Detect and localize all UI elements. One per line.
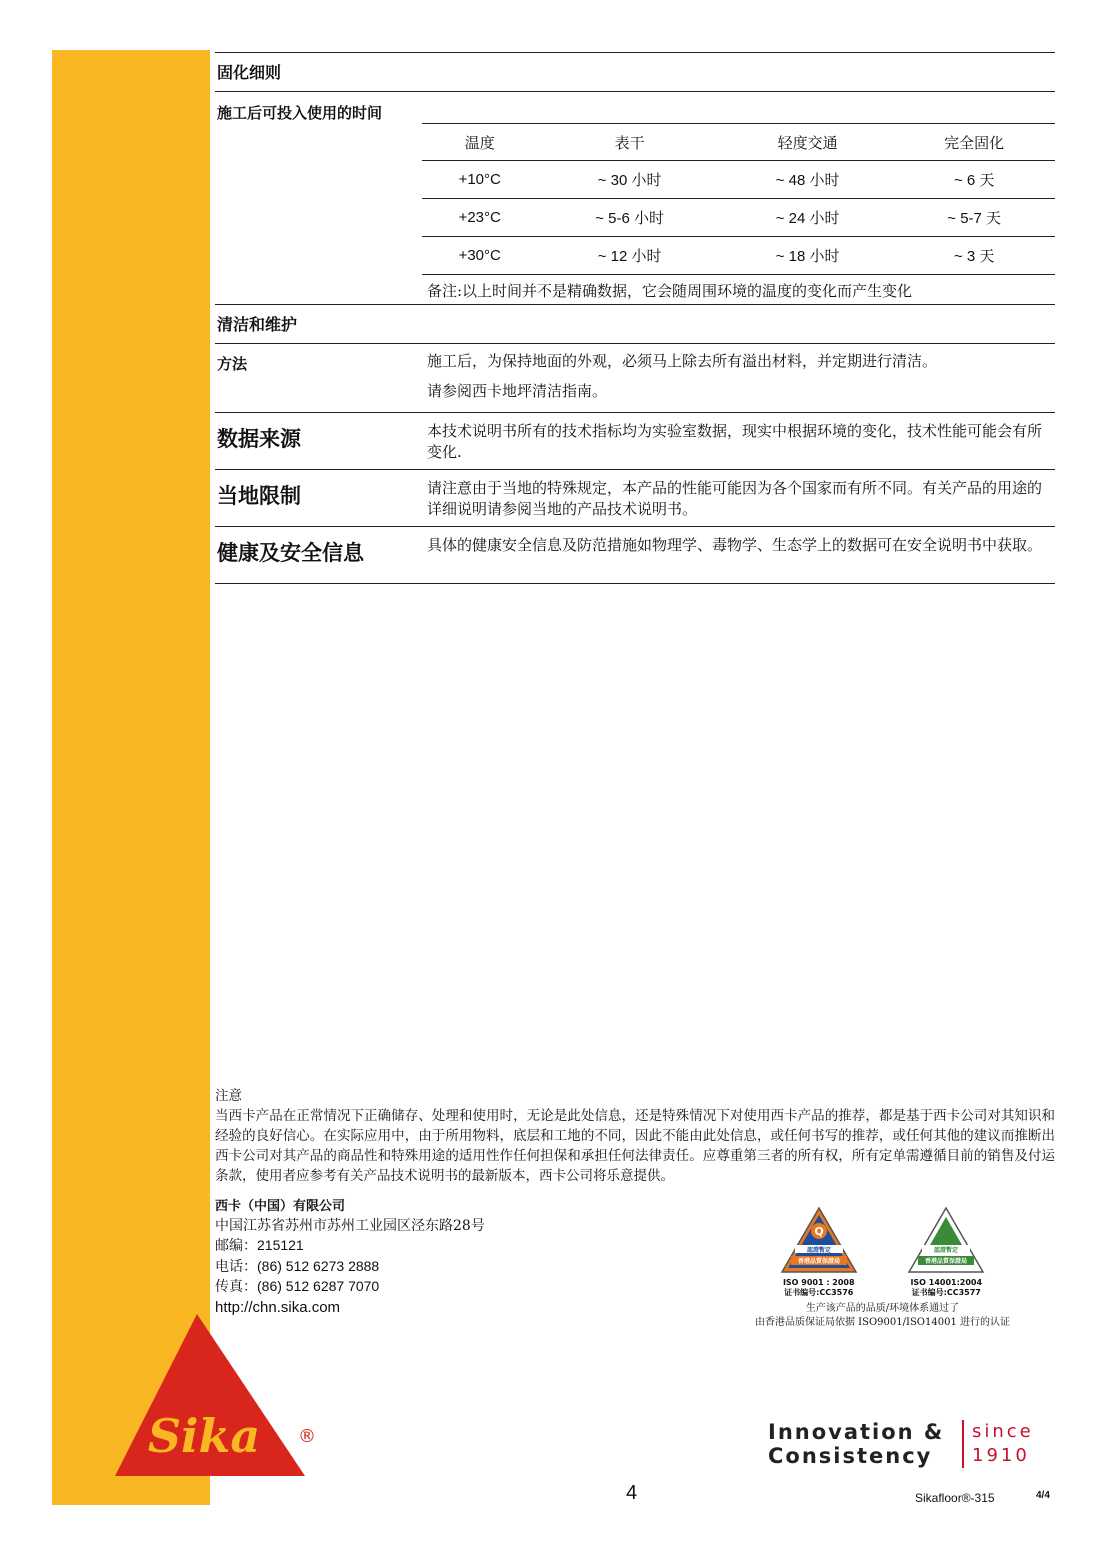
- notice-text: 当西卡产品在正常情况下正确储存、处理和使用时，无论是此处信息，还是特殊情况下对使用西卡产品的推荐，都是基于西卡公司对其知识和经验的良好信心。在实际应用中，由于所用物料，底层和工地的不同，因此不能由此处信息，或任何书写的推荐，或任何其他的建议而推断出西卡公司对其产品的商品性和特殊用途的适用性作任何担保和承担任何法律责任。应尊重第三者的所有权，所有定单需遵循目前的销售及付运条款，使用者应参考有关产品技术说明书的最新版本，西卡公司将乐意提供。: [215, 1108, 1055, 1184]
- table-cell: ~ 12 小时: [537, 237, 721, 275]
- iso14001-standard: ISO 14001:2004: [910, 1278, 983, 1287]
- table-cell: ~ 3 天: [893, 237, 1055, 275]
- svg-text:Q: Q: [814, 1225, 824, 1238]
- table-cell: ~ 30 小时: [537, 161, 721, 199]
- environment-triangle-icon: [906, 1205, 986, 1275]
- cleaning-title: 清洁和维护: [217, 315, 298, 334]
- data-source-row: [215, 413, 1055, 469]
- table-header: 表干: [537, 124, 721, 161]
- certification-block: [755, 1205, 1010, 1330]
- slogan-line2: Consistency: [768, 1444, 933, 1468]
- company-address: 中国江苏省苏州市苏州工业园区泾东路28号: [215, 1217, 485, 1234]
- local-restrictions-title: 当地限制: [217, 484, 301, 508]
- health-safety-row: [215, 527, 1055, 583]
- company-info: [215, 1197, 485, 1317]
- health-safety-title: 健康及安全信息: [217, 541, 364, 565]
- cert-caption: 生产该产品的品质/环境体系通过了 由香港品质保证局依据 ISO9001/ISO14001 进行的认证: [755, 1303, 1010, 1328]
- table-cell: ~ 48 小时: [722, 161, 893, 199]
- table-row: [422, 161, 1055, 199]
- iso9001-standard: ISO 9001 : 2008: [782, 1278, 855, 1287]
- health-safety-text: 具体的健康安全信息及防范措施如物理学、毒物学、生态学上的数据可在安全说明书中获取。: [427, 536, 1043, 554]
- table-cell: ~ 6 天: [893, 161, 1055, 199]
- method-text: 施工后，为保持地面的外观，必须马上除去所有溢出材料，并定期进行清洁。: [427, 352, 938, 370]
- company-fax: 传真：(86) 512 6287 7070: [215, 1278, 380, 1295]
- company-phone: 电话：(86) 512 6273 2888: [215, 1257, 380, 1275]
- svg-text:認證暫定: 認證暫定: [806, 1247, 831, 1254]
- table-header: 完全固化: [893, 124, 1055, 161]
- brand-sidebar: [52, 50, 210, 1505]
- table-cell: ~ 18 小时: [722, 237, 893, 275]
- iso9001-cert: [764, 1205, 874, 1298]
- slogan: [768, 1420, 944, 1468]
- table-header: 轻度交通: [722, 124, 893, 161]
- curing-table: [422, 123, 1055, 275]
- table-row: [422, 237, 1055, 275]
- table-cell: ~ 5-6 小时: [537, 199, 721, 237]
- curing-title: 固化细则: [217, 63, 282, 82]
- svg-text:香港品質保證局: 香港品質保證局: [925, 1258, 968, 1265]
- table-cell: ~ 24 小时: [722, 199, 893, 237]
- local-restrictions-row: [215, 470, 1055, 526]
- section-divider: [215, 583, 1055, 584]
- iso9001-cert-no: 证书编号:CC3576: [784, 1288, 854, 1297]
- notice-title: 注意: [215, 1088, 242, 1104]
- slogan-line1: Innovation &: [768, 1420, 945, 1444]
- table-cell: +30°C: [422, 237, 537, 275]
- company-postcode: 邮编：215121: [215, 1237, 304, 1254]
- iso14001-cert: [891, 1205, 1001, 1298]
- sika-logo: [112, 1312, 316, 1482]
- data-source-text: 本技术说明书所有的技术指标均为实验室数据，现实中根据环境的变化，技术性能可能会有所变化.: [427, 422, 1043, 461]
- quality-triangle-icon: [779, 1205, 859, 1275]
- table-row: [422, 199, 1055, 237]
- product-name: Sikafloor®-315: [915, 1491, 995, 1505]
- svg-text:認證暫定: 認證暫定: [934, 1247, 959, 1254]
- company-name: 西卡（中国）有限公司: [215, 1199, 346, 1214]
- method-label: 方法: [217, 355, 248, 373]
- local-restrictions-text: 请注意由于当地的特殊规定，本产品的性能可能因为各个国家而有所不同。有关产品的用途的详细说明请参阅当地的产品技术说明书。: [427, 479, 1043, 518]
- page-of: 4/4: [1036, 1490, 1050, 1501]
- main-content: [215, 52, 1055, 584]
- table-cell: ~ 5-7 天: [893, 199, 1055, 237]
- legal-notice: [215, 1086, 1055, 1186]
- iso14001-cert-no: 证书编号:CC3577: [911, 1288, 981, 1297]
- table-header: 温度: [422, 124, 537, 161]
- svg-text:香港品質保證局: 香港品質保證局: [797, 1258, 840, 1265]
- cleaning-method-row: [215, 344, 1055, 412]
- method-text-guide: 请参阅西卡地坪清洁指南。: [427, 382, 608, 400]
- company-website[interactable]: http://chn.sika.com: [215, 1298, 341, 1316]
- curing-row-label: 施工后可投入使用的时间: [217, 104, 383, 122]
- curing-remark: 备注:以上时间并不是精确数据，它会随周围环境的温度的变化而产生变化: [427, 282, 913, 300]
- since-1910: since 1910: [962, 1420, 1034, 1468]
- table-cell: +23°C: [422, 199, 537, 237]
- svg-text:Sika: Sika: [147, 1409, 261, 1463]
- page-number: 4: [626, 1482, 638, 1504]
- table-header-row: [422, 124, 1055, 161]
- data-source-title: 数据来源: [217, 427, 301, 451]
- table-cell: +10°C: [422, 161, 537, 199]
- curing-row: [215, 92, 1055, 304]
- svg-text:®: ®: [298, 1426, 316, 1447]
